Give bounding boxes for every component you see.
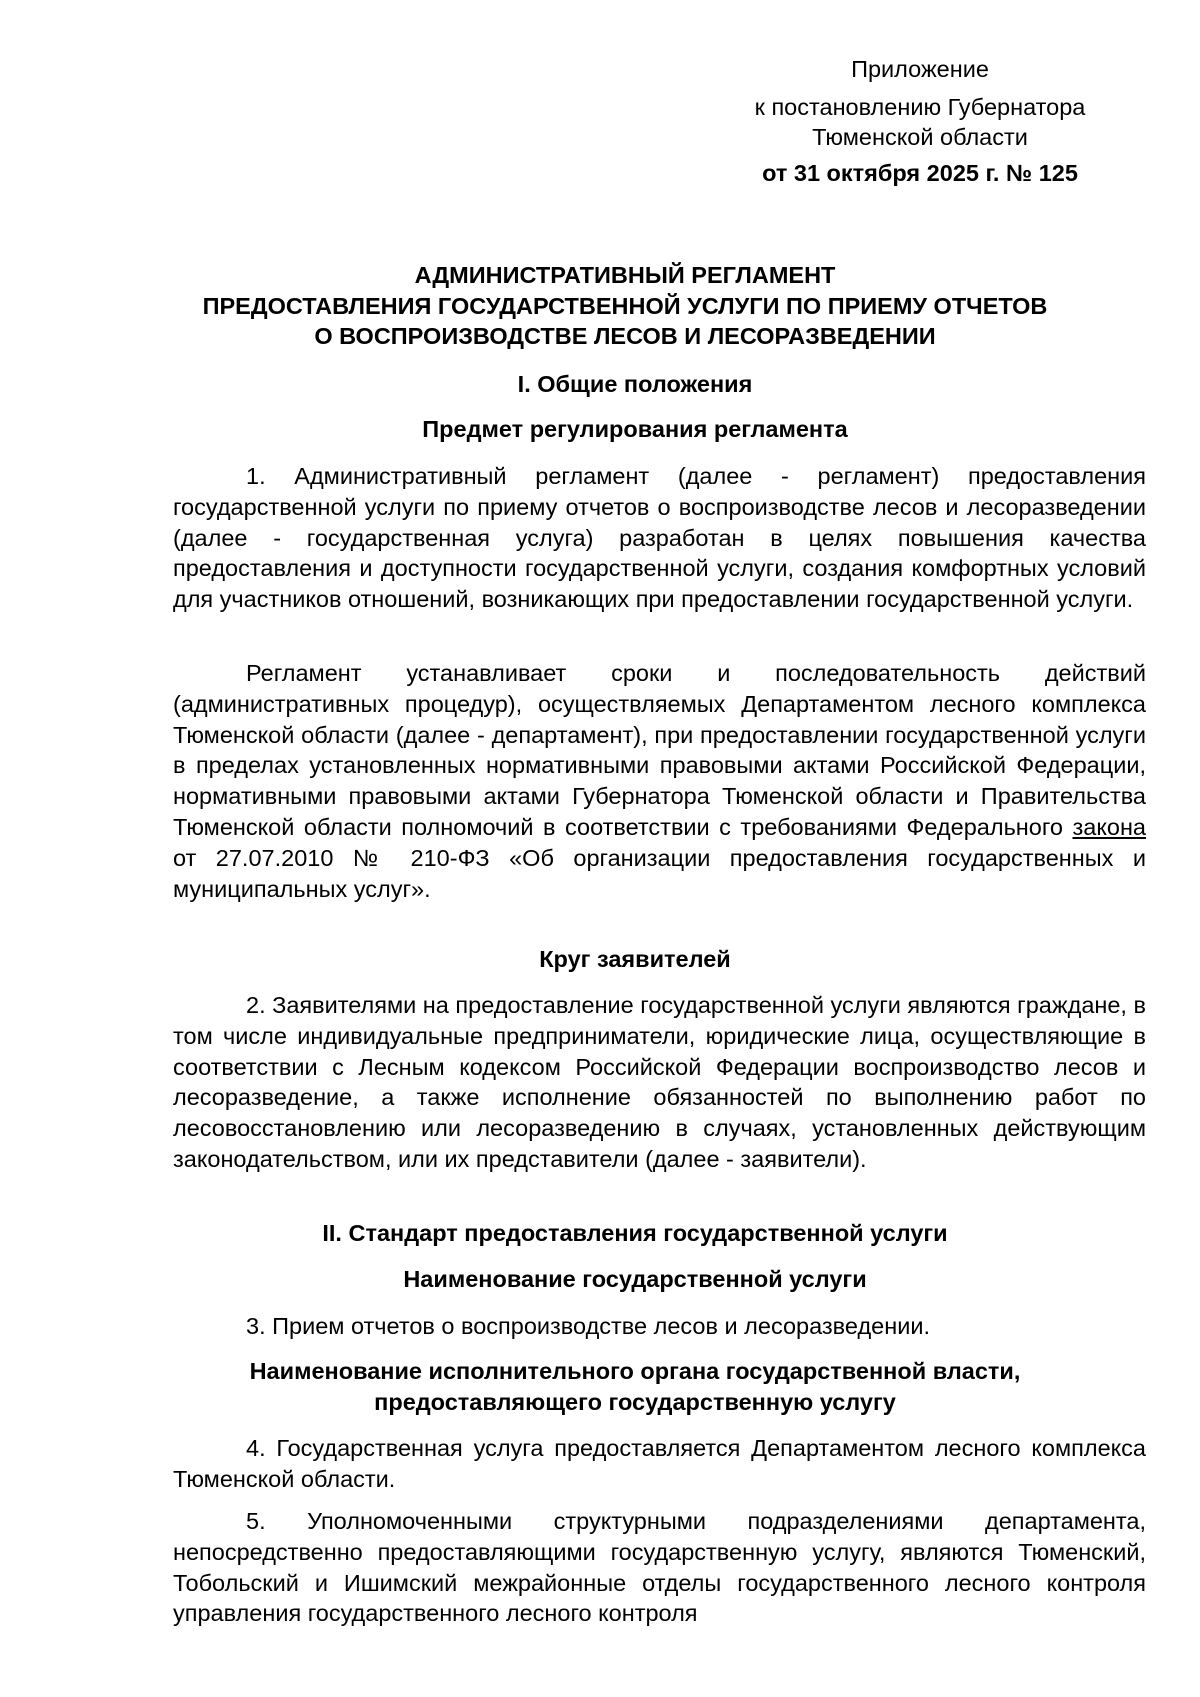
paragraph-2	[173, 658, 1146, 904]
law-link[interactable]: закона	[1072, 813, 1146, 840]
subsection-heading-line: предоставляющего государственную услугу	[374, 1389, 896, 1415]
subsection-heading-applicants: Круг заявителей	[539, 946, 731, 972]
appendix-label: Приложение	[851, 56, 989, 82]
appendix-decree-line: к постановлению Губернатора	[754, 94, 1086, 120]
subsection-heading-service-name: Наименование государственной услуги	[403, 1266, 867, 1292]
subsection-heading-subject: Предмет регулирования регламента	[422, 416, 848, 442]
section-heading-1: I. Общие положения	[517, 371, 753, 397]
document-title-line: О ВОСПРОИЗВОДСТВЕ ЛЕСОВ И ЛЕСОРАЗВЕДЕНИИ	[314, 323, 936, 349]
paragraph-1: 1. Административный регламент (далее - регламент) предоставления государственной услуги по приему отчетов о воспроизводстве лесов и лесоразведении (далее - государственная услуга) разработан в целях повышения качества предоставления и доступности государственной услуги, создания комфортных условий для участников отношений, возникающих при предоставлении государственной услуги.	[173, 463, 1146, 613]
subsection-heading-line: Наименование исполнительного органа государственной власти,	[249, 1358, 1021, 1384]
appendix-date-number: от 31 октября 2025 г. № 125	[762, 160, 1078, 186]
subsection-heading-authority	[170, 1356, 1100, 1418]
paragraph-4: 3. Прием отчетов о воспроизводстве лесов и лесоразведении.	[246, 1313, 930, 1339]
section-heading-2: II. Стандарт предоставления государственной услуги	[322, 1220, 948, 1246]
paragraph-2-text: Регламент устанавливает сроки и последовательность действий (административных процедур), осуществляемых Департаментом лесного комплекса Тюменской области (далее - департамент), при предоставлении государственной услуги в пределах установленных нормативными правовыми актами Российской Федерации, нормативными правовыми актами Губернатора Тюменской области и Правительства Тюменской области полномочий в соответствии с требованиями Федерального	[173, 660, 1146, 840]
paragraph-3: 2. Заявителями на предоставление государственной услуги являются граждане, в том числе индивидуальные предприниматели, юридические лица, осуществляющие в соответствии с Лесным кодексом Российской Федерации воспроизводство лесов и лесоразведение, а также исполнение обязанностей по выполнению работ по лесовосстановлению или лесоразведению в случаях, установленных действующим законодательством, или их представители (далее - заявители).	[173, 992, 1146, 1172]
paragraph-5: 4. Государственная услуга предоставляется Департаментом лесного комплекса Тюменской области.	[173, 1435, 1146, 1492]
appendix-region-line: Тюменской области	[812, 124, 1028, 150]
paragraph-2-tail: от 27.07.2010 № 210-ФЗ «Об организации предоставления государственных и муниципальных услуг».	[173, 844, 1146, 902]
document-title	[150, 260, 1100, 352]
document-title-line: ПРЕДОСТАВЛЕНИЯ ГОСУДАРСТВЕННОЙ УСЛУГИ ПО ПРИЕМУ ОТЧЕТОВ	[202, 292, 1048, 319]
appendix-decree-ref	[700, 92, 1140, 152]
document-title-line: АДМИНИСТРАТИВНЫЙ РЕГЛАМЕНТ	[414, 262, 836, 288]
paragraph-6: 5. Уполномоченными структурными подразделениями департамента, непосредственно предоставляющими государственную услугу, являются Тюменский, Тобольский и Ишимский межрайонные отделы государственного лесного контроля управления государственного лесного контроля	[173, 1508, 1146, 1627]
